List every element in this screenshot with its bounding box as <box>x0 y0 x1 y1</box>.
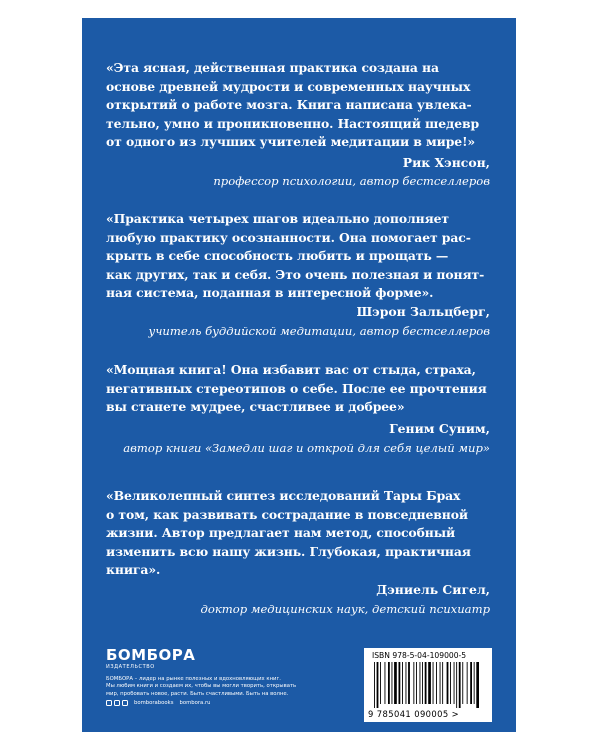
barcode-bar <box>377 662 379 708</box>
quote-line: открытий о работе мозга. Книга написана увлека- <box>106 97 472 113</box>
barcode-bar <box>462 662 463 704</box>
barcode-bar <box>470 662 472 704</box>
barcode-bar <box>428 662 431 704</box>
barcode-bars <box>374 662 482 708</box>
barcode-bar <box>402 662 403 704</box>
barcode-bar <box>394 662 397 704</box>
quote-author: Шэрон Зальцберг, <box>356 304 490 319</box>
publisher-description-line: Мы любим книги и создаем их, чтобы вы могли творить, открывать <box>106 683 297 690</box>
barcode-bar <box>459 662 461 708</box>
social-handle[interactable]: bomborabooks <box>134 700 174 707</box>
quote-line: книга». <box>106 562 161 578</box>
quote-line: «Мощная книга! Она избавит вас от стыда, страха, <box>106 362 476 377</box>
barcode-bar <box>380 662 381 704</box>
quote-author-role: профессор психологии, автор бестселлеров <box>213 174 490 188</box>
barcode-bar <box>422 662 423 704</box>
quote-author-role: учитель буддийской медитации, автор бестселлеров <box>148 324 490 338</box>
barcode-digits: 9 785041 090005 > <box>368 709 460 719</box>
quote-4 <box>106 487 498 580</box>
barcode-bar <box>450 662 451 704</box>
facebook-icon[interactable] <box>106 700 112 706</box>
isbn-number: ISBN 978-5-04-109000-5 <box>372 651 467 660</box>
quote-line: вы станете мудрее, счастливее и добрее» <box>106 399 405 415</box>
instagram-icon[interactable] <box>122 700 128 706</box>
quote-line: жизни. Автор предлагает нам метод, способный <box>106 525 456 541</box>
barcode-bar <box>420 662 421 704</box>
publisher-description-line: БОМБОРА – лидер на рынке полезных и вдохновляющих книг. <box>106 676 281 682</box>
quote-line: как других, так и себя. Это очень полезная и понят- <box>106 266 485 282</box>
quote-line: любую практику осознанности. Она помогает рас- <box>106 229 471 245</box>
barcode-bar <box>374 662 375 708</box>
barcode-bar <box>442 662 443 704</box>
book-back-cover <box>82 18 516 732</box>
website-link[interactable]: bombora.ru <box>179 700 211 707</box>
vk-icon[interactable] <box>114 700 120 706</box>
barcode-bar <box>416 662 417 704</box>
isbn-barcode <box>364 648 492 722</box>
publisher-block <box>106 648 376 706</box>
barcode-bar <box>440 662 441 704</box>
quote-line: «Практика четырех шагов идеально дополняет <box>106 211 449 226</box>
quote-author: Дэниель Сигел, <box>376 582 490 597</box>
quote-line: негативных стереотипов о себе. После ее прочтения <box>106 380 487 396</box>
quote-author-role: автор книги «Замедли шаг и открой для себя целый мир» <box>123 441 490 455</box>
quote-2 <box>106 210 498 303</box>
quote-author: Геним Суним, <box>389 421 490 436</box>
quote-line: «Великолепный синтез исследований Тары Брах <box>106 488 461 503</box>
quote-line: от одного из лучших учителей медитации в мире!» <box>106 134 476 150</box>
quote-1 <box>106 59 498 152</box>
barcode-bar <box>447 662 449 704</box>
barcode-bar <box>476 662 479 708</box>
quote-line: ная система, поданная в интересной форме». <box>106 285 434 301</box>
social-icons <box>106 700 128 706</box>
publisher-logo-subtitle: ИЗДАТЕЛЬСТВО <box>106 664 155 670</box>
barcode-bar <box>385 662 386 704</box>
barcode-bar <box>388 662 390 704</box>
quote-line: о том, как развивать сострадание в повседневной <box>106 506 468 522</box>
barcode-bar <box>436 662 437 704</box>
quote-line: изменить всю нашу жизнь. Глубокая, практичная <box>106 543 471 559</box>
barcode-bar <box>392 662 393 704</box>
quote-author-role: доктор медицинских наук, детский психиатр <box>200 602 490 616</box>
barcode-bar <box>408 662 410 704</box>
barcode-bar <box>433 662 434 704</box>
quote-author: Рик Хэнсон, <box>402 155 490 170</box>
quote-line: тельно, умно и проникновенно. Настоящий шедевр <box>106 115 480 131</box>
quote-3 <box>106 361 498 417</box>
publisher-description-line: мир, пробовать новое, расти. Быть счастливыми. Быть на волне. <box>106 690 289 697</box>
barcode-bar <box>474 662 475 704</box>
quote-line: крыть в себе способность любить и прощать — <box>106 248 449 264</box>
barcode-bar <box>413 662 414 704</box>
publisher-logo: БОМБОРА <box>106 646 196 664</box>
publisher-description <box>106 676 346 698</box>
barcode-bar <box>456 662 457 708</box>
quote-line: «Эта ясная, действенная практика создана на <box>106 60 439 75</box>
barcode-bar <box>425 662 427 704</box>
publisher-socials <box>106 700 376 706</box>
barcode-bar <box>454 662 455 704</box>
barcode-bar <box>406 662 407 704</box>
barcode-bar <box>399 662 401 704</box>
quote-line: основе древней мудрости и современных научных <box>106 78 471 94</box>
barcode-bar <box>467 662 468 704</box>
